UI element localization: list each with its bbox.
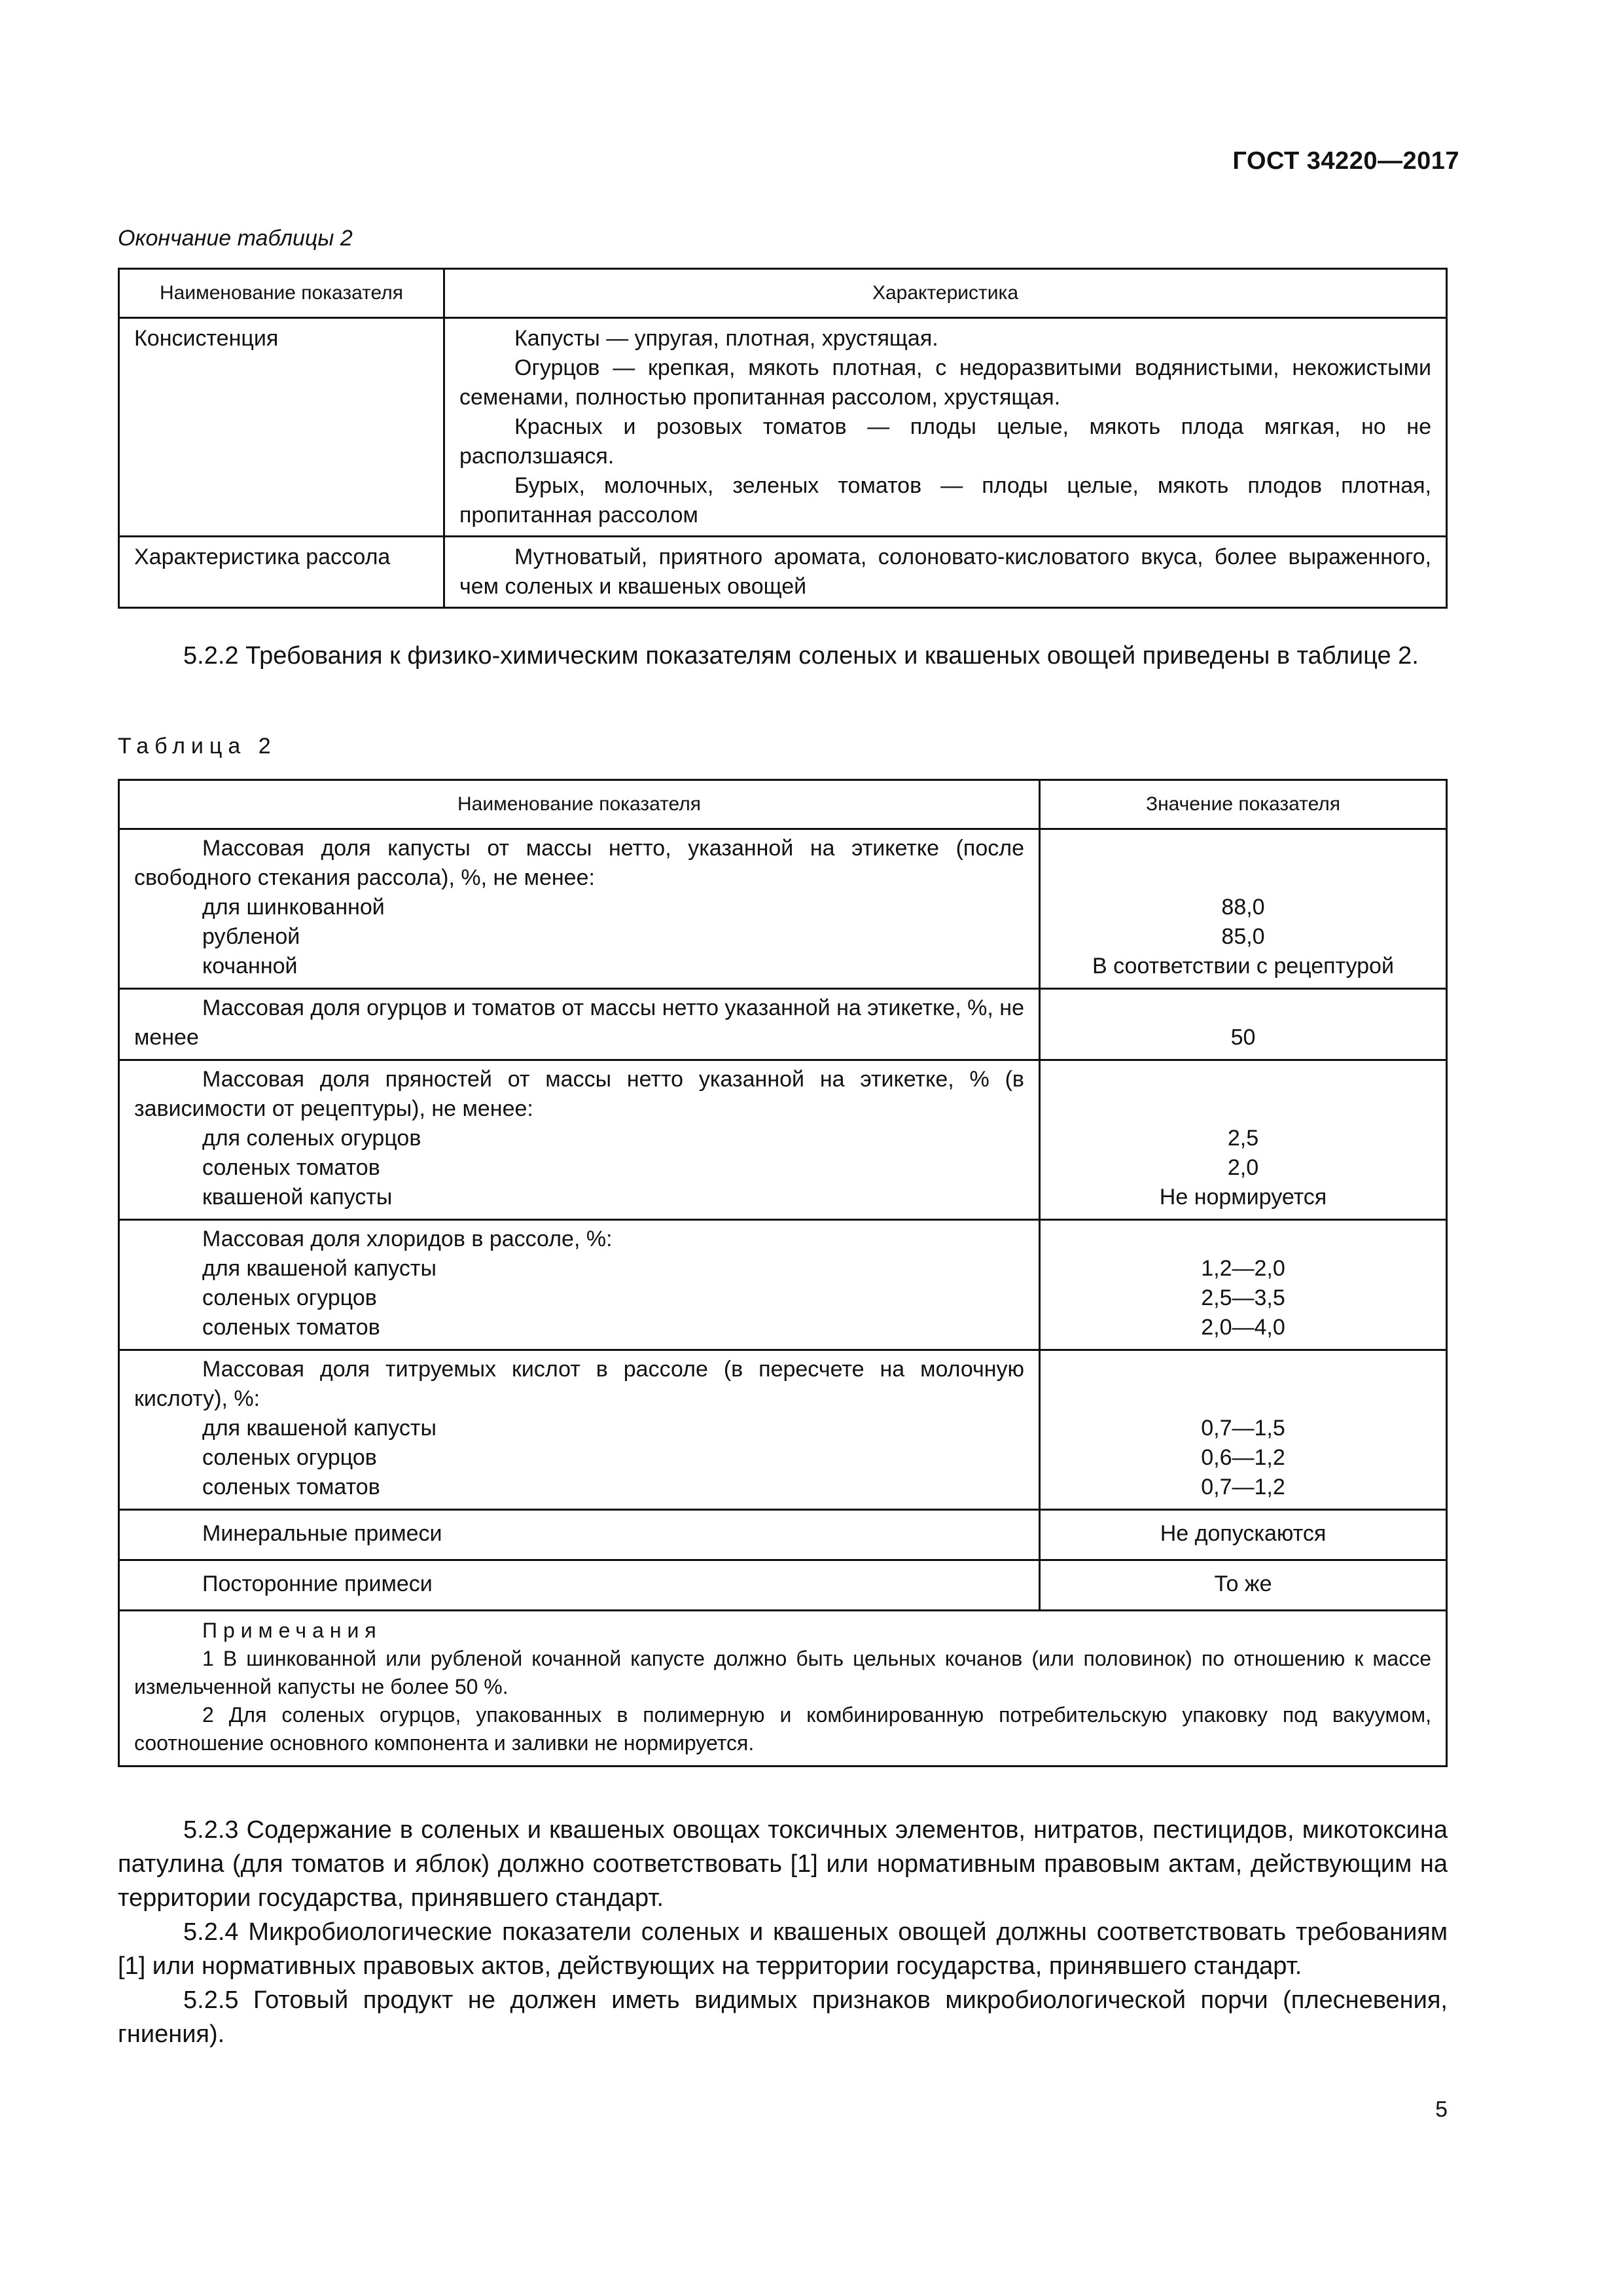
indicator-value: 50 (1230, 1025, 1256, 1050)
table-2-caption: Таблица 2 (118, 734, 277, 759)
value-foreign-impurities: То же (1040, 1560, 1447, 1611)
characteristic-paragraph: Мутноватый, приятного аромата, солоновато-кисловатого вкуса, более выраженного, чем соленых и квашеных овощей (459, 545, 1431, 599)
table-row (119, 318, 1447, 537)
header-characteristic: Характеристика (444, 269, 1447, 318)
physico-chemical-table (118, 779, 1448, 1767)
table-row (119, 829, 1447, 989)
indicator-cell (119, 1220, 1040, 1350)
notes-row (119, 1611, 1447, 1767)
indicator-lead: Массовая доля титруемых кислот в рассоле (в пересчете на молочную кислоту), %: (134, 1357, 1024, 1411)
indicator-item: соленых томатов (202, 1475, 380, 1499)
indicator-lead: Массовая доля пряностей от массы нетто указанной на этикетке, % (в зависимости от рецептуры), не менее: (134, 1067, 1024, 1121)
indicator-item: для квашеной капусты (202, 1256, 437, 1281)
indicator-cell (119, 829, 1040, 989)
paragraph-5-2-4: 5.2.4 Микробиологические показатели соленых и квашеных овощей должны соответствовать требованиям [1] или нормативных правовых актов, действующих на территории государства, принявшего стандарт. (118, 1918, 1448, 1980)
indicator-item: соленых томатов (202, 1155, 380, 1180)
indicator-value: 1,2—2,0 (1201, 1256, 1285, 1281)
indicator-item: для соленых огурцов (202, 1126, 421, 1151)
row-characteristic-brine (444, 537, 1447, 608)
table-row (119, 1560, 1447, 1611)
indicator-item: для шинкованной (202, 895, 385, 920)
table-row (119, 1350, 1447, 1510)
indicator-foreign-impurities: Посторонние примеси (119, 1560, 1040, 1611)
table-row (119, 1220, 1447, 1350)
table-header-row (119, 269, 1447, 318)
value-cell (1040, 989, 1447, 1060)
indicator-value: В соответствии с рецептурой (1092, 954, 1394, 978)
table-continuation-caption: Окончание таблицы 2 (118, 226, 353, 251)
characteristics-table (118, 268, 1448, 609)
row-name-consistency: Консистенция (119, 318, 444, 537)
row-name-brine: Характеристика рассола (119, 537, 444, 608)
header-indicator-name: Наименование показателя (119, 780, 1040, 829)
indicator-item: рубленой (202, 924, 300, 949)
page-number: 5 (1435, 2097, 1448, 2122)
indicator-value: 85,0 (1221, 924, 1265, 949)
indicator-lead: Массовая доля хлоридов в рассоле, %: (202, 1227, 613, 1251)
indicator-value: 2,0 (1227, 1155, 1259, 1180)
header-indicator-name: Наименование показателя (119, 269, 444, 318)
indicator-value: 0,6—1,2 (1201, 1445, 1285, 1470)
characteristic-paragraph: Капусты — упругая, плотная, хрустящая. (514, 326, 938, 351)
paragraph-5-2-2: 5.2.2 Требования к физико-химическим показателям соленых и квашеных овощей приведены в таблице 2. (183, 642, 1419, 670)
characteristic-paragraph: Бурых, молочных, зеленых томатов — плоды целые, мякоть плодов плотная, пропитанная рассолом (459, 473, 1431, 528)
indicator-cell (119, 989, 1040, 1060)
indicator-cell (119, 1060, 1040, 1220)
indicator-lead: Массовая доля огурцов и томатов от массы нетто указанной на этикетке, %, не менее (134, 996, 1024, 1050)
value-cell (1040, 1220, 1447, 1350)
indicator-item: квашеной капусты (202, 1185, 393, 1210)
indicator-mineral-impurities: Минеральные примеси (119, 1510, 1040, 1560)
indicator-value: Не нормируется (1159, 1185, 1327, 1210)
table-row (119, 989, 1447, 1060)
characteristic-paragraph: Огурцов — крепкая, мякоть плотная, с недоразвитыми водянистыми, некожистыми семенами, полностью пропитанная рассолом, хрустящая. (459, 355, 1431, 410)
value-cell (1040, 1350, 1447, 1510)
indicator-value: 2,0—4,0 (1201, 1315, 1285, 1340)
indicator-value: 0,7—1,2 (1201, 1475, 1285, 1499)
table-notes (119, 1611, 1447, 1767)
indicator-cell (119, 1350, 1040, 1510)
notes-title: Примечания (202, 1619, 382, 1642)
value-cell (1040, 1060, 1447, 1220)
row-characteristic-consistency (444, 318, 1447, 537)
note-item: 1 В шинкованной или рубленой кочанной капусте должно быть цельных кочанов (или половинок) по отношению к массе измельченной капусты не более 50 %. (134, 1647, 1431, 1698)
body-paragraphs (118, 1813, 1448, 2051)
indicator-item: соленых огурцов (202, 1285, 377, 1310)
table-header-row (119, 780, 1447, 829)
indicator-item: соленых огурцов (202, 1445, 377, 1470)
paragraph-5-2-3: 5.2.3 Содержание в соленых и квашеных овощах токсичных элементов, нитратов, пестицидов, микотоксина патулина (для томатов и яблок) должно соответствовать [1] или нормативным правовым актам, действующим на территории государства, принявшего стандарт. (118, 1816, 1448, 1912)
table-row (119, 537, 1447, 608)
table-row (119, 1060, 1447, 1220)
value-cell (1040, 829, 1447, 989)
header-indicator-value: Значение показателя (1040, 780, 1447, 829)
indicator-value: 2,5—3,5 (1201, 1285, 1285, 1310)
paragraph-5-2-5: 5.2.5 Готовый продукт не должен иметь видимых признаков микробиологической порчи (плесневения, гниения). (118, 1986, 1448, 2048)
characteristic-paragraph: Красных и розовых томатов — плоды целые, мякоть плода мягкая, но не расползшаяся. (459, 414, 1431, 469)
document-code: ГОСТ 34220—2017 (1232, 147, 1459, 175)
value-mineral-impurities: Не допускаются (1040, 1510, 1447, 1560)
table-row (119, 1510, 1447, 1560)
note-item: 2 Для соленых огурцов, упакованных в полимерную и комбинированную потребительскую упаковку под вакуумом, соотношение основного компонента и заливки не нормируется. (134, 1703, 1431, 1755)
indicator-item: кочанной (202, 954, 298, 978)
indicator-value: 2,5 (1227, 1126, 1259, 1151)
indicator-value: 0,7—1,5 (1201, 1416, 1285, 1441)
indicator-lead: Массовая доля капусты от массы нетто, указанной на этикетке (после свободного стекания рассола), %, не менее: (134, 836, 1024, 890)
indicator-item: соленых томатов (202, 1315, 380, 1340)
indicator-value: 88,0 (1221, 895, 1265, 920)
indicator-item: для квашеной капусты (202, 1416, 437, 1441)
